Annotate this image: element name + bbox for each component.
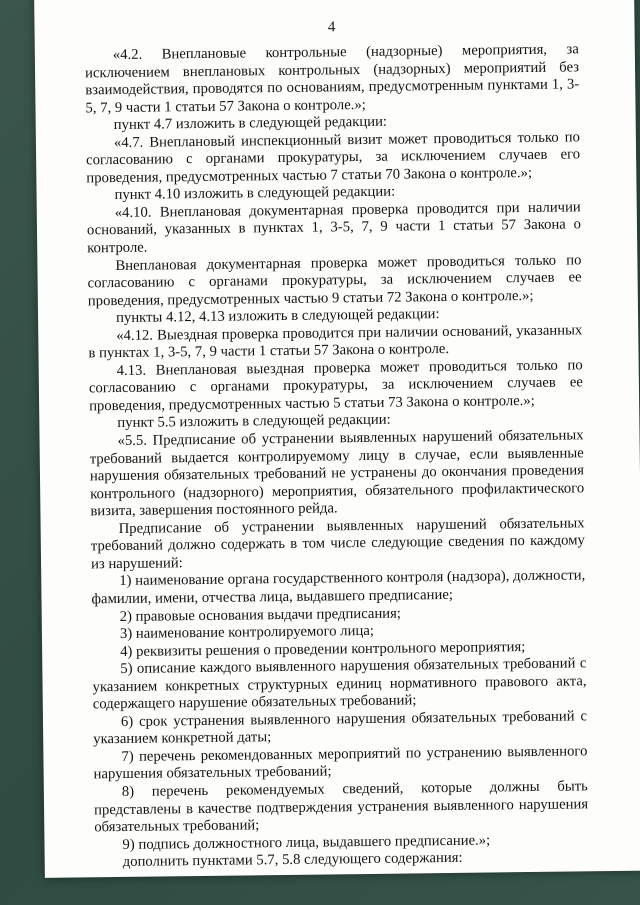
page-number: 4 (327, 19, 336, 36)
paragraph: «4.10. Внеплановая документарная проверка проводится при наличии оснований, указанных в пунктах 1, 3-5, 7, 9 части 1 статьи 57 Закона о контроле. (86, 199, 582, 257)
paragraph: пункт 5.5 изложить в следующей редакции: (117, 412, 391, 432)
paragraph: «4.12. Выездная проверка проводится при наличии оснований, указанных в пунктах 1, 3-5, 7, 9 части 1 статьи 57 Закона о контроле. (88, 322, 583, 362)
paragraph: пункт 4.7 изложить в следующей редакции: (113, 113, 388, 134)
paragraph: «5.5. Предписание об устранении выявленных нарушений обязательных требований выдается контролируемому лицу в случае, если выявленные нарушения обязательных требований не устранены до окончания проведения контрольного (надзорного) мероприятия, обязательного профилактического визита, завершения постоянного рейда. (89, 427, 585, 520)
paragraph: 4.13. Внеплановая выездная проверка может проводиться только по согласованию с органами прокуратуры, за исключением случаев ее проведения, предусмотренных частью 5 статьи 73 Закона о контроле.»; (88, 357, 583, 415)
document-body (85, 41, 589, 872)
paragraph: пункты 4.12, 4.13 изложить в следующей редакции: (115, 306, 440, 327)
paragraph: Предписание об устранении выявленных нарушений обязательных требований должно содержать в том числе следующие сведения по каждому из нарушений: (90, 515, 585, 573)
paragraph: 6) срок устранения выявленного нарушения обязательных требований с указанием конкретной даты; (93, 708, 588, 748)
paragraph: 2) правовые основания выдачи предписания; (119, 605, 402, 625)
paragraph: «4.7. Внеплановый инспекционный визит может проводиться только по согласованию с органами прокуратуры, за исключением случаев его проведения, предусмотренных частью 7 статьи 70 Закона о контроле.»; (86, 129, 581, 187)
paragraph: 8) перечень рекомендуемых сведений, которые должны быть представлены в качестве подтверждения устранения выявленного нарушения обязательных требований; (93, 778, 589, 836)
paragraph: 7) перечень рекомендованных мероприятий по устранению выявленного нарушения обязательных требований; (93, 743, 588, 783)
paragraph: «4.2. Внеплановые контрольные (надзорные) мероприятия, за исключением внеплановых контрольных (надзорных) мероприятий без взаимодействия, проводятся по основаниям, предусмотренным пунктами 1, 3-5, 7, 9 части 1 статьи 57 Закона о контроле.»; (84, 41, 580, 117)
paragraph: 1) наименование органа государственного контроля (надзора), должности, фамилии, имени, отчества лица, выдавшего предписание; (91, 567, 586, 608)
paragraph: 9) подпись должностного лица, выдавшего предписание.»; (122, 832, 491, 853)
paragraph: пункт 4.10 изложить в следующей редакции: (114, 183, 396, 204)
paragraph: 4) реквизиты решения о проведении контрольного мероприятия; (120, 638, 526, 660)
paragraph: Внеплановая документарная проверка может проводиться только по согласованию с органами прокуратуры, за исключением случаев ее проведения, предусмотренных частью 9 статьи 72 Закона о контроле.»; (87, 251, 582, 310)
paragraph: 3) наименование контролируемого лица; (119, 622, 375, 643)
paragraph: 5) описание каждого выявленного нарушения обязательных требований с указанием конкретных структурных единиц нормативного правового акта, содержащего нарушение обязательных требований; (92, 655, 587, 713)
paragraph: дополнить пунктами 5.7, 5.8 следующего содержания: (122, 849, 463, 871)
document-page (34, 0, 640, 878)
